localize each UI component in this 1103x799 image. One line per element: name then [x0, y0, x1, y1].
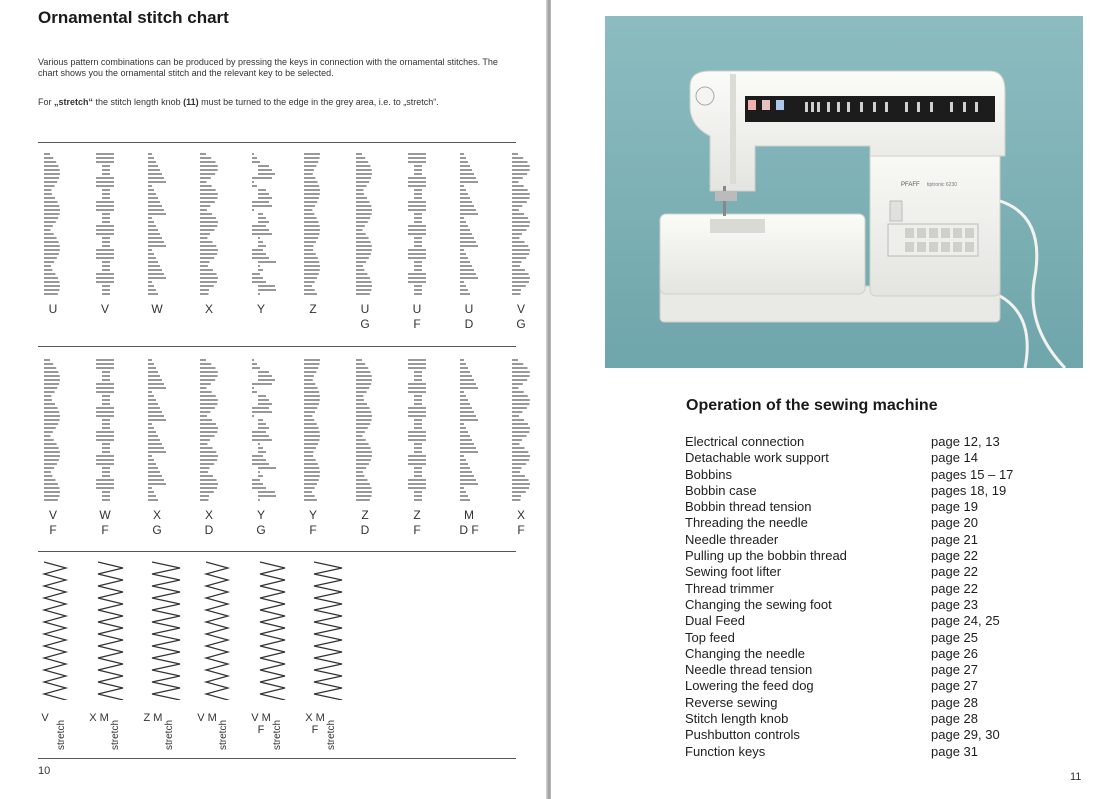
contents-page-ref: page 31 — [931, 743, 978, 759]
contents-item — [685, 564, 1065, 580]
contents-item — [685, 597, 1065, 613]
contents-topic: Needle thread tension — [685, 662, 813, 678]
contents-item — [685, 613, 1065, 629]
stitch-key-label: V — [100, 302, 109, 316]
stitch-pattern — [92, 560, 132, 700]
page-title: Ornamental stitch chart — [38, 8, 229, 27]
stitch-key-label: Y — [256, 302, 265, 316]
stitch-key-label: U — [48, 302, 58, 316]
contents-page-ref: page 23 — [931, 596, 978, 612]
contents-item — [685, 695, 1065, 711]
contents-page-ref: page 20 — [931, 515, 978, 531]
stitch-row-2 — [30, 358, 525, 558]
contents-item — [685, 483, 1065, 499]
machine-model: tiptronic 6230 — [927, 182, 958, 188]
stitch-pattern — [38, 560, 78, 700]
stitch-pattern — [506, 358, 536, 504]
stitch-key-label: X M — [89, 712, 109, 724]
stitch-key-label: V M F — [251, 712, 271, 736]
contents-topic: Pushbutton controls — [685, 727, 800, 743]
divider — [38, 142, 516, 143]
stitch-pattern — [350, 152, 380, 298]
contents-item — [685, 515, 1065, 531]
contents-page-ref: page 25 — [931, 629, 978, 645]
stretch-label: stretch — [110, 719, 121, 750]
stitch-key-label: Z — [413, 508, 421, 522]
stitch-key-label: X M F — [305, 712, 325, 736]
contents-topic: Bobbin case — [685, 482, 757, 498]
contents-item — [685, 711, 1065, 727]
stitch-key-label: V — [41, 712, 49, 724]
stitch-pattern — [298, 358, 328, 504]
contents-page-ref: page 29, 30 — [931, 727, 1000, 743]
stitch-pattern — [200, 560, 240, 700]
stitch-pattern — [298, 152, 328, 298]
stitch-key-label: X — [152, 508, 161, 522]
stitch-pattern — [194, 358, 224, 504]
contents-page-ref: pages 15 – 17 — [931, 466, 1014, 482]
machine-brand: PFAFF — [901, 182, 920, 188]
stretch-label: stretch — [326, 719, 337, 750]
stitch-key-label: G — [516, 317, 526, 331]
stitch-key-label: F — [517, 523, 525, 537]
stitch-key-label: V — [48, 508, 57, 522]
stretch-note-prefix: For — [38, 97, 55, 107]
contents-item — [685, 499, 1065, 515]
contents-page-ref: page 12, 13 — [931, 434, 1000, 449]
stitch-key-label: F — [413, 523, 421, 537]
stitch-key-label: G — [256, 523, 266, 537]
contents-page-ref: page 22 — [931, 564, 978, 580]
contents-item — [685, 662, 1065, 678]
stitch-pattern — [506, 152, 536, 298]
stitch-key-label: D — [204, 523, 214, 537]
stitch-row-3 — [30, 560, 520, 760]
stitch-pattern — [454, 152, 484, 298]
contents-topic: Stitch length knob — [685, 711, 789, 727]
contents-topic: Sewing foot lifter — [685, 564, 782, 580]
contents-item — [685, 450, 1065, 466]
contents-item — [685, 548, 1065, 564]
stitch-key-label: F — [413, 317, 421, 331]
stitch-key-label: U — [464, 302, 474, 316]
contents-topic: Detachable work support — [685, 450, 829, 466]
contents-topic: Function keys — [685, 743, 766, 759]
stitch-key-label: Y — [256, 508, 265, 522]
stitch-key-label: U — [412, 302, 422, 316]
stitch-pattern — [194, 152, 224, 298]
contents-page-ref: page 27 — [931, 678, 978, 694]
section-heading: Operation of the sewing machine — [686, 397, 938, 414]
stretch-label: stretch — [164, 719, 175, 750]
stitch-key-label: G — [360, 317, 370, 331]
stretch-note — [38, 97, 500, 108]
contents-topic: Changing the sewing foot — [685, 596, 832, 612]
sewing-machine-illustration — [605, 16, 1083, 368]
stitch-pattern — [38, 152, 68, 298]
stitch-key-label: X — [204, 302, 213, 316]
stitch-key-label: Z — [361, 508, 369, 522]
contents-topic: Bobbin thread tension — [685, 499, 812, 515]
stitch-key-label: F — [101, 523, 109, 537]
contents-topic: Thread trimmer — [685, 580, 774, 596]
contents-topic: Threading the needle — [685, 515, 808, 531]
stitch-key-label: D — [464, 317, 474, 331]
stitch-key-label: G — [152, 523, 162, 537]
stretch-note-knob: (11) — [183, 97, 199, 107]
contents-page-ref: page 27 — [931, 662, 978, 678]
stitch-key-label: D — [360, 523, 370, 537]
contents-page-ref: page 21 — [931, 531, 978, 547]
stitch-key-label: Z M — [143, 712, 163, 724]
contents-item — [685, 727, 1065, 743]
stitch-key-label: X — [516, 508, 525, 522]
intro-text: Various pattern combinations can be produced by pressing the keys in connection with the ornamental stitches. The chart shows you the ornamental stitch and the relevant key to be selected. — [38, 57, 498, 78]
contents-page-ref: pages 18, 19 — [931, 482, 1007, 498]
stitch-key-label: M — [464, 508, 474, 522]
contents-page-ref: page 28 — [931, 711, 978, 727]
stitch-pattern — [142, 152, 172, 298]
stitch-pattern — [402, 358, 432, 504]
page-number-right: 11 — [1070, 771, 1082, 783]
contents-page-ref: page 19 — [931, 499, 978, 515]
contents-page-ref: page 22 — [931, 580, 978, 596]
stitch-pattern — [308, 560, 348, 700]
contents-item — [685, 744, 1065, 760]
stretch-label: stretch — [56, 719, 67, 750]
stretch-label: stretch — [218, 719, 229, 750]
stitch-key-label: U — [360, 302, 370, 316]
contents-item — [685, 581, 1065, 597]
stitch-pattern — [38, 358, 68, 504]
contents-item — [685, 646, 1065, 662]
contents-topic: Electrical connection — [685, 434, 805, 449]
stitch-pattern — [402, 152, 432, 298]
stitch-key-label: X — [204, 508, 213, 522]
contents-item — [685, 630, 1065, 646]
page-number-left: 10 — [38, 765, 51, 777]
stitch-key-label: D F — [459, 523, 479, 537]
contents-topic: Needle threader — [685, 531, 779, 547]
stitch-key-label: W — [99, 508, 111, 522]
stretch-note-mid: the stitch length knob — [93, 97, 184, 107]
contents-page-ref: page 22 — [931, 548, 978, 564]
contents-topic: Bobbins — [685, 466, 732, 482]
contents-topic: Top feed — [685, 629, 735, 645]
stitch-key-label: Y — [308, 508, 317, 522]
stitch-key-label: V M — [197, 712, 217, 724]
contents-item — [685, 532, 1065, 548]
contents-topic: Lowering the feed dog — [685, 678, 814, 694]
stitch-pattern — [90, 358, 120, 504]
stitch-pattern — [350, 358, 380, 504]
stitch-key-label: F — [309, 523, 317, 537]
contents-page-ref: page 24, 25 — [931, 613, 1000, 629]
stitch-pattern — [454, 358, 484, 504]
contents-page-ref: page 26 — [931, 645, 978, 661]
stitch-key-label: Z — [309, 302, 317, 316]
contents-topic: Changing the needle — [685, 645, 805, 661]
contents-item — [685, 467, 1065, 483]
contents-topic: Pulling up the bobbin thread — [685, 548, 847, 564]
contents-item — [685, 678, 1065, 694]
contents-topic: Reverse sewing — [685, 694, 778, 710]
contents-item — [685, 434, 1065, 450]
stitch-pattern — [254, 560, 294, 700]
contents-list — [685, 434, 1065, 760]
stitch-key-label: F — [49, 523, 57, 537]
contents-page-ref: page 28 — [931, 694, 978, 710]
stitch-row-1 — [30, 152, 526, 352]
contents-page-ref: page 14 — [931, 450, 978, 466]
stitch-pattern — [90, 152, 120, 298]
stitch-pattern — [246, 152, 276, 298]
stitch-pattern — [146, 560, 186, 700]
stretch-note-suffix: must be turned to the edge in the grey area, i.e. to „stretch“. — [198, 97, 439, 107]
stitch-pattern — [142, 358, 172, 504]
sewing-machine-photo — [605, 16, 1083, 368]
stitch-pattern — [246, 358, 276, 504]
stitch-key-label: W — [151, 302, 163, 316]
stitch-key-label: V — [516, 302, 525, 316]
stretch-label: stretch — [272, 719, 283, 750]
stretch-note-bold: „stretch“ — [54, 97, 94, 107]
contents-topic: Dual Feed — [685, 613, 745, 629]
